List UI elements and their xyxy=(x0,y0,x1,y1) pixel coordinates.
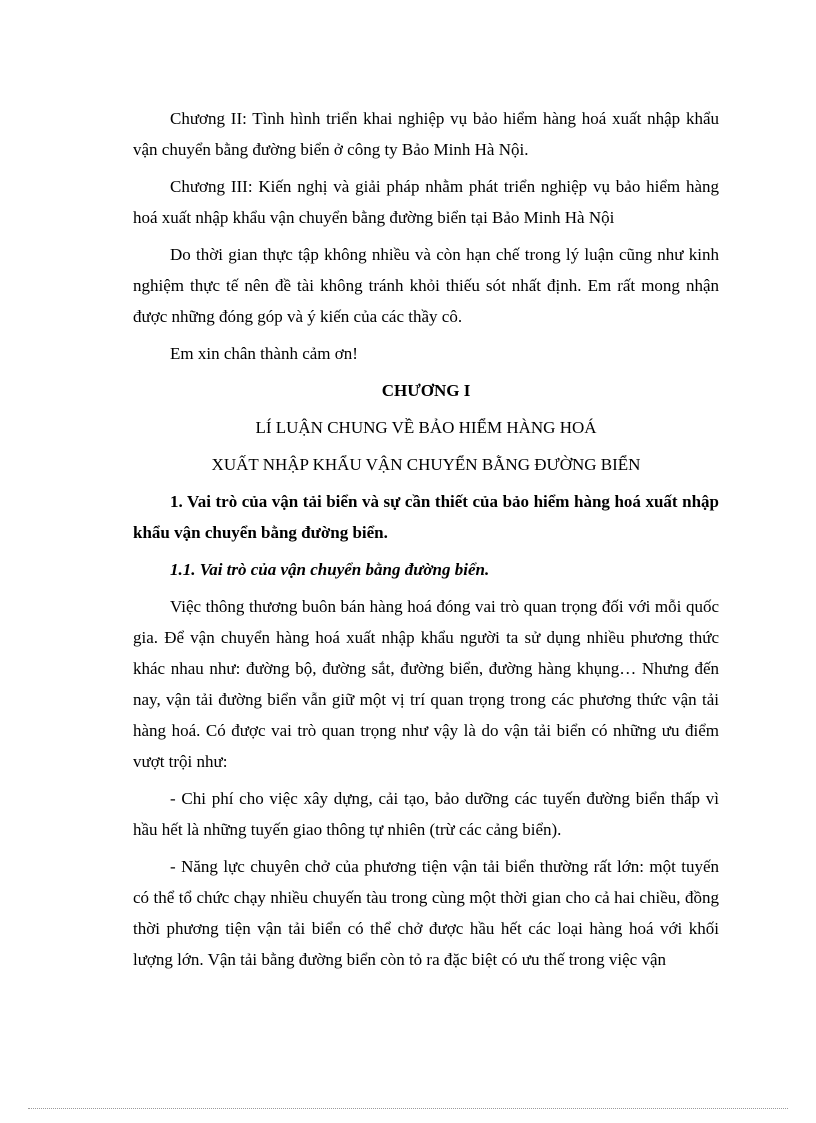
chapter-title-line-2: XUẤT NHẬP KHẨU VẬN CHUYỂN BẰNG ĐƯỜNG BIỂN xyxy=(211,455,641,474)
paragraph-trade-role: Việc thông thương buôn bán hàng hoá đóng vai trò quan trọng đối với mỗi quốc gia. Để vận chuyển hàng hoá xuất nhập khẩu người ta sử dụng nhiều phương thức khác nhau như: đường bộ, đường sắt, đường biển, đường hàng khụng… Nhưng đến nay, vận tải đường biển vẫn giữ một vị trí quan trọng trong các phương thức vận tải hàng hoá. Có được vai trò quan trọng như vậy là do vận tải biển có những ưu điểm vượt trội như: xyxy=(133,597,719,771)
chapter-label: CHƯƠNG I xyxy=(381,381,471,400)
paragraph-thanks: Em xin chân thành cảm ơn! xyxy=(170,344,358,363)
page-content xyxy=(133,103,719,981)
page-bottom-divider xyxy=(28,1108,788,1109)
chapter-title-line-1: LÍ LUẬN CHUNG VỀ BẢO HIỂM HÀNG HOÁ xyxy=(255,418,597,437)
paragraph-cost-advantage: - Chi phí cho việc xây dựng, cải tạo, bảo dưỡng các tuyến đường biển thấp vì hầu hết là những tuyến giao thông tự nhiên (trừ các cảng biển). xyxy=(133,789,719,839)
section-heading: 1. Vai trò của vận tải biển và sự cần thiết của bảo hiểm hàng hoá xuất nhập khẩu vận chuyển bằng đường biển. xyxy=(133,492,719,542)
subsection-heading: 1.1. Vai trò của vận chuyển bằng đường biển. xyxy=(170,560,490,579)
paragraph-chapter-2: Chương II: Tình hình triển khai nghiệp vụ bảo hiểm hàng hoá xuất nhập khẩu vận chuyển bằng đường biển ở công ty Bảo Minh Hà Nội. xyxy=(133,109,719,159)
paragraph-limitations: Do thời gian thực tập không nhiều và còn hạn chế trong lý luận cũng như kinh nghiệm thực tế nên đề tài không tránh khỏi thiếu sót nhất định. Em rất mong nhận được những đóng góp và ý kiến của các thầy cô. xyxy=(133,245,719,326)
paragraph-capacity-advantage: - Năng lực chuyên chở của phương tiện vận tải biển thường rất lớn: một tuyến có thể tổ chức chạy nhiều chuyến tàu trong cùng một thời gian cho cả hai chiều, đồng thời phương tiện vận tải biển có thể chở được hầu hết các loại hàng hoá với khối lượng lớn. Vận tải bằng đường biển còn tỏ ra đặc biệt có ưu thế trong việc vận xyxy=(133,857,719,969)
paragraph-chapter-3: Chương III: Kiến nghị và giải pháp nhằm phát triển nghiệp vụ bảo hiểm hàng hoá xuất nhập khẩu vận chuyển bằng đường biển tại Bảo Minh Hà Nội xyxy=(133,177,719,227)
